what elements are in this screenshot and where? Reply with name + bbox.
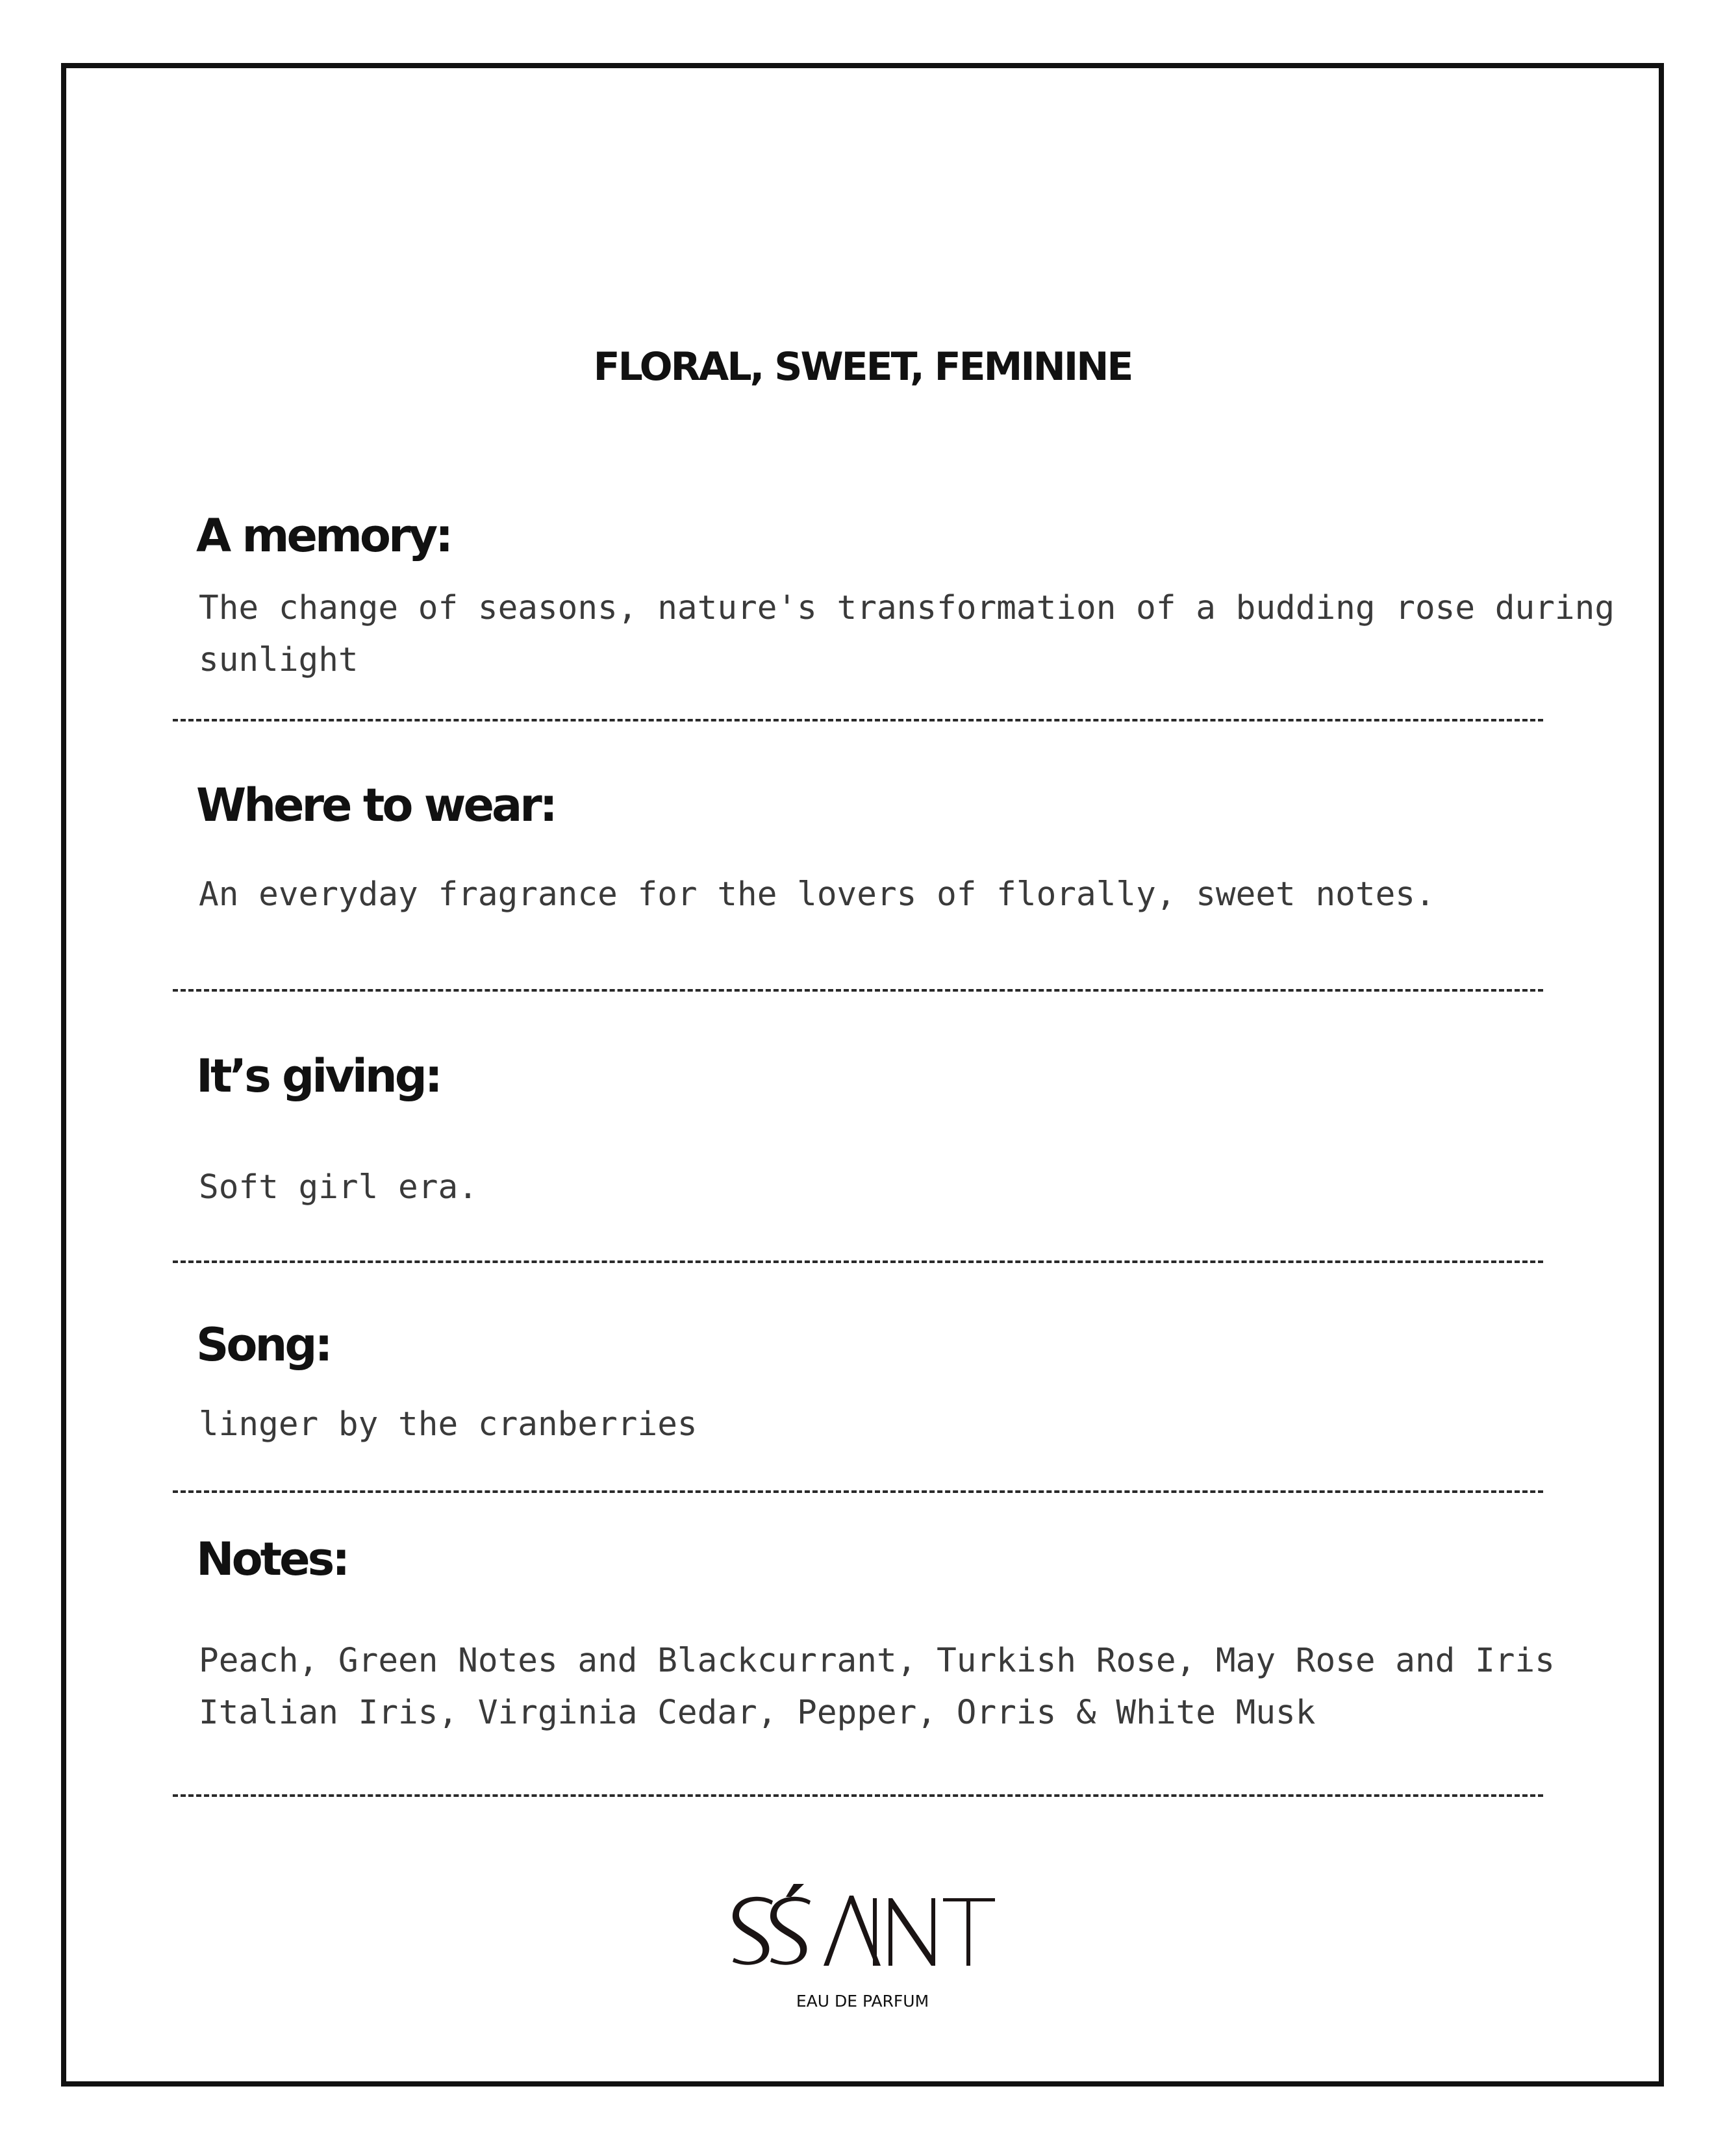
section-heading-notes: Notes: (196, 1533, 348, 1586)
brand-logo-wordmark (726, 1880, 999, 1984)
section-body-memory: The change of seasons, nature's transformation of a budding rose during sunlight (199, 589, 1635, 679)
dashed-divider (173, 1794, 1543, 1797)
section-body-its-giving: Soft girl era. (199, 1168, 478, 1207)
section-heading-its-giving: It’s giving: (196, 1049, 440, 1103)
dashed-divider (173, 719, 1543, 721)
section-heading-memory: A memory: (196, 509, 451, 562)
section-heading-song: Song: (196, 1318, 331, 1372)
section-body-song: linger by the cranberries (199, 1405, 698, 1444)
fragrance-card (61, 63, 1664, 2087)
brand-subtitle: EAU DE PARFUM (796, 1992, 929, 2011)
section-heading-where-to-wear: Where to wear: (196, 779, 555, 832)
dashed-divider (173, 989, 1543, 992)
section-body-notes: Peach, Green Notes and Blackcurrant, Turkish Rose, May Rose and Iris Italian Iris, Virginia Cedar, Pepper, Orris & White Musk (199, 1642, 1555, 1732)
brand-logo (66, 1880, 1659, 2011)
dashed-divider (173, 1260, 1543, 1263)
dashed-divider (173, 1490, 1543, 1493)
section-body-where-to-wear: An everyday fragrance for the lovers of florally, sweet notes. (199, 875, 1435, 914)
page-title: FLORAL, SWEET, FEMININE (593, 344, 1132, 390)
